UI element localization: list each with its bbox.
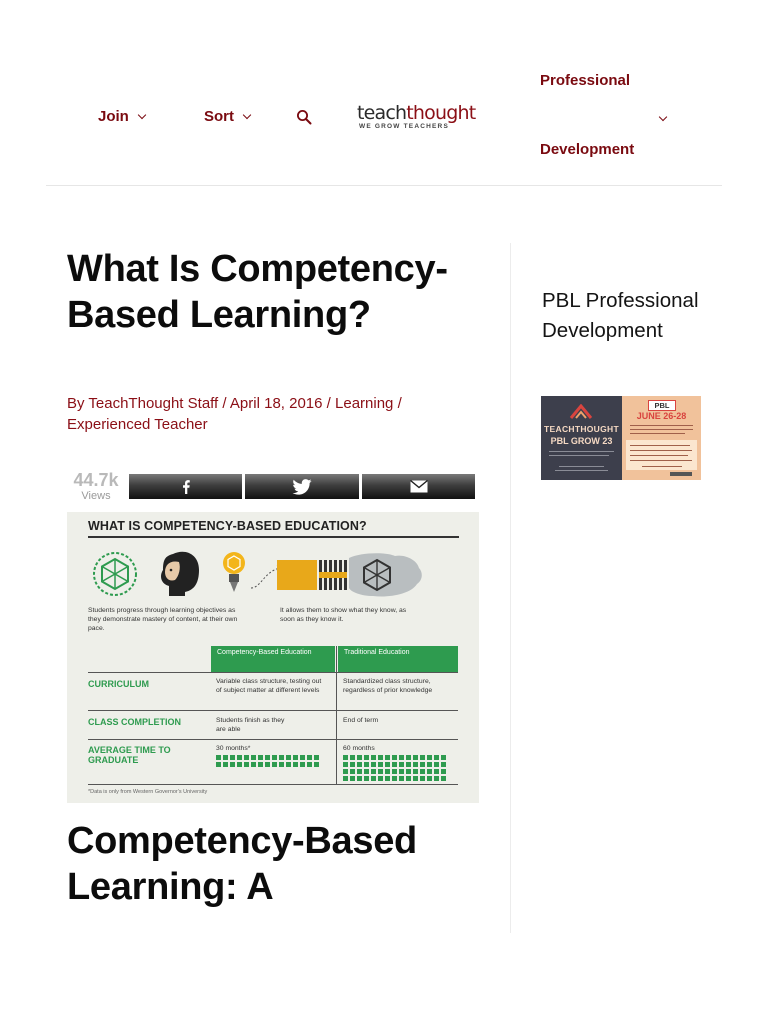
month-square (244, 762, 249, 767)
month-square (420, 769, 425, 774)
month-square (434, 776, 439, 781)
month-square (357, 776, 362, 781)
month-square (371, 755, 376, 760)
ad-left-brand: TEACHTHOUGHT (544, 424, 619, 434)
sidebar-divider (510, 243, 511, 933)
share-email-button[interactable] (362, 474, 475, 499)
row-label-class-completion: CLASS COMPLETION (88, 717, 182, 727)
month-square (399, 762, 404, 767)
month-square (364, 762, 369, 767)
author-link[interactable]: TeachThought Staff (88, 395, 219, 412)
logo-wordmark (357, 104, 482, 122)
month-square (286, 762, 291, 767)
month-square (251, 755, 256, 760)
col-header-traditional: Traditional Education (338, 646, 458, 672)
meta-separator: / (393, 395, 402, 412)
ad-fine-print-line (642, 466, 682, 467)
month-square (441, 762, 446, 767)
views-counter (67, 470, 125, 502)
cbe-months-pictogram (216, 755, 319, 767)
infographic-image (67, 512, 479, 803)
month-square (272, 762, 277, 767)
ad-fine-print-line (630, 445, 690, 446)
cell-cbe-completion: Students finish as they are able (216, 717, 285, 733)
category-link-learning[interactable]: Learning (335, 395, 394, 412)
month-square (357, 769, 362, 774)
col-header-cbe: Competency-Based Education (211, 646, 335, 672)
month-square (413, 769, 418, 774)
ad-fine-print-line (630, 429, 693, 430)
month-square (413, 762, 418, 767)
sidebar-title: PBL Professional Development (542, 289, 699, 342)
month-square (399, 769, 404, 774)
nav-sort[interactable] (204, 108, 250, 125)
month-square (413, 755, 418, 760)
month-square (265, 762, 270, 767)
chevron-down-icon (659, 113, 667, 121)
month-square (385, 755, 390, 760)
views-count: 44.7k (73, 470, 119, 490)
ad-left-event: PBL GROW 23 (550, 436, 613, 446)
hand-holding-hexagon-illustration (277, 548, 427, 602)
ad-dates: JUNE 26-28 (636, 411, 687, 421)
date-link[interactable]: April 18, 2016 (229, 395, 323, 412)
month-square (378, 776, 383, 781)
nav-pd-label-line2: Development (540, 141, 635, 158)
chevron-down-icon (138, 110, 146, 118)
email-icon (410, 480, 428, 493)
month-square (420, 776, 425, 781)
month-square (216, 755, 221, 760)
month-square (279, 755, 284, 760)
month-square (350, 755, 355, 760)
month-square (371, 769, 376, 774)
infographic-title-rule (88, 536, 459, 538)
month-square (357, 755, 362, 760)
nav-sort-label: Sort (204, 108, 234, 125)
table-rule (88, 739, 458, 740)
month-square (237, 762, 242, 767)
ad-left-panel (541, 396, 622, 480)
ad-fine-print-line (630, 455, 688, 456)
month-square (237, 755, 242, 760)
month-square (434, 755, 439, 760)
ad-fine-print-line (630, 433, 685, 434)
month-square (343, 776, 348, 781)
month-square (343, 769, 348, 774)
month-square (413, 776, 418, 781)
month-square (392, 776, 397, 781)
meta-separator: / (218, 395, 230, 412)
ad-pbl-badge: PBL (648, 400, 676, 411)
month-square (265, 755, 270, 760)
month-square (350, 776, 355, 781)
row-label-curriculum: CURRICULUM (88, 679, 149, 689)
month-square (378, 762, 383, 767)
month-square (441, 755, 446, 760)
competency-hexagon-icon (87, 548, 145, 600)
month-square (441, 769, 446, 774)
site-header (0, 0, 768, 186)
ad-fine-print-line (555, 470, 608, 471)
table-rule (88, 710, 458, 711)
month-square (307, 755, 312, 760)
month-square (378, 755, 383, 760)
cell-cbe-time: 30 months* (216, 745, 251, 752)
chevron-down-icon (243, 110, 251, 118)
share-twitter-button[interactable] (245, 474, 359, 499)
month-square (378, 769, 383, 774)
month-square (420, 762, 425, 767)
month-square (357, 762, 362, 767)
month-square (279, 762, 284, 767)
ad-right-panel (622, 396, 701, 480)
site-logo[interactable] (357, 104, 482, 132)
month-square (364, 776, 369, 781)
month-square (300, 762, 305, 767)
month-square (350, 769, 355, 774)
month-square (434, 769, 439, 774)
month-square (399, 755, 404, 760)
month-square (350, 762, 355, 767)
month-square (371, 776, 376, 781)
views-label: Views (81, 490, 111, 502)
month-square (314, 762, 319, 767)
byline-prefix: By (67, 395, 89, 412)
month-square (371, 762, 376, 767)
month-square (441, 776, 446, 781)
cell-trad-time: 60 months (343, 745, 375, 752)
ad-fine-print-line (630, 460, 692, 461)
month-square (406, 769, 411, 774)
teachthought-mark-icon (569, 404, 593, 420)
month-square (385, 762, 390, 767)
lightbulb-icon (219, 548, 249, 594)
ad-logo-mark (670, 472, 692, 476)
article-subheading: Competency-Based Learning: A (67, 820, 417, 908)
table-divider (336, 646, 337, 784)
facebook-icon (181, 480, 191, 494)
article-meta (67, 393, 487, 435)
header-divider (46, 185, 722, 186)
caption-right: It allows them to show what they know, as soon as they know it. (280, 607, 407, 623)
month-square (293, 755, 298, 760)
month-square (385, 776, 390, 781)
logo-teach: teach (357, 102, 407, 124)
nav-pd-label-line1: Professional (540, 72, 631, 89)
nav-join-label: Join (98, 108, 129, 125)
infographic-footnote: *Data is only from Western Governor's University (88, 789, 208, 795)
pbl-grow-ad[interactable] (541, 396, 701, 480)
twitter-icon (292, 479, 312, 495)
month-square (392, 762, 397, 767)
month-square (406, 762, 411, 767)
month-square (251, 762, 256, 767)
table-rule (88, 784, 458, 785)
month-square (385, 769, 390, 774)
cell-trad-curriculum: Standardized class structure, regardless of prior knowledge (343, 678, 433, 694)
month-square (343, 762, 348, 767)
month-square (244, 755, 249, 760)
table-rule (88, 672, 458, 673)
caption-left: Students progress through learning objectives as they demonstrate mastery of content, at their own pace. (88, 607, 238, 632)
ad-fine-print-line (630, 450, 692, 451)
ad-fine-print-line (559, 466, 604, 467)
month-square (293, 762, 298, 767)
ad-fine-print-line (549, 455, 609, 456)
month-square (427, 762, 432, 767)
month-square (427, 755, 432, 760)
month-square (258, 755, 263, 760)
category-link-experienced-teacher[interactable]: Experienced Teacher (67, 416, 208, 433)
month-square (300, 755, 305, 760)
cell-trad-completion: End of term (343, 717, 379, 724)
month-square (406, 776, 411, 781)
month-square (307, 762, 312, 767)
month-square (420, 755, 425, 760)
month-square (364, 755, 369, 760)
month-square (399, 776, 404, 781)
search-icon[interactable] (296, 109, 312, 125)
share-facebook-button[interactable] (129, 474, 242, 499)
month-square (392, 769, 397, 774)
month-square (258, 762, 263, 767)
month-square (230, 762, 235, 767)
student-head-illustration (155, 546, 207, 598)
logo-thought: thought (406, 102, 476, 124)
trad-months-pictogram (343, 755, 446, 781)
month-square (286, 755, 291, 760)
month-square (343, 755, 348, 760)
row-label-avg-time: AVERAGE TIME TO GRADUATE (88, 745, 171, 765)
month-square (230, 755, 235, 760)
nav-join[interactable] (98, 108, 145, 125)
ad-fine-print-line (549, 451, 614, 452)
month-square (434, 762, 439, 767)
article-title: What Is Competency-Based Learning? (67, 248, 448, 336)
month-square (223, 755, 228, 760)
month-square (392, 755, 397, 760)
ad-fine-print-line (630, 425, 693, 426)
month-square (216, 762, 221, 767)
month-square (223, 762, 228, 767)
meta-separator: / (322, 395, 336, 412)
month-square (427, 769, 432, 774)
month-square (364, 769, 369, 774)
month-square (272, 755, 277, 760)
infographic-title: WHAT IS COMPETENCY-BASED EDUCATION? (88, 519, 367, 533)
logo-tagline: WE GROW TEACHERS (359, 123, 449, 130)
month-square (427, 776, 432, 781)
month-square (314, 755, 319, 760)
month-square (406, 755, 411, 760)
cell-cbe-curriculum: Variable class structure, testing out of subject matter at different levels (216, 678, 322, 694)
